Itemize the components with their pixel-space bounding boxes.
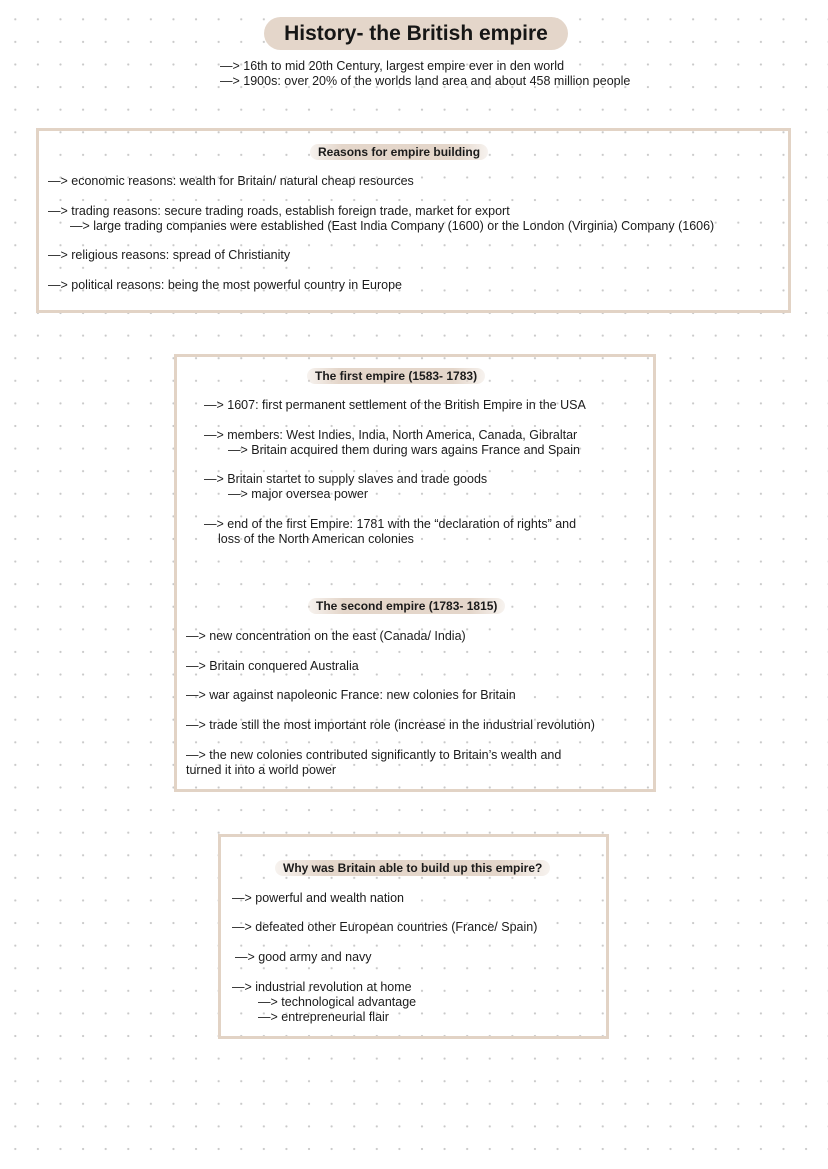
second-empire-item: —> new concentration on the east (Canada/ India)	[186, 629, 466, 643]
first-empire-item: —> major oversea power	[228, 487, 368, 501]
why-item: —> good army and navy	[235, 950, 372, 964]
first-empire-item: —> 1607: first permanent settlement of the British Empire in the USA	[204, 398, 586, 412]
second-empire-item: —> trade still the most important role (increase in the industrial revolution)	[186, 718, 595, 732]
reasons-box	[36, 128, 791, 313]
why-item: —> industrial revolution at home	[232, 980, 412, 994]
reason-item: —> large trading companies were established (East India Company (1600) or the London (Virginia) Company (1606)	[70, 219, 715, 233]
why-heading: Why was Britain able to build up this empire?	[275, 860, 550, 876]
intro-line: —> 1900s: over 20% of the worlds land area and about 458 million people	[220, 74, 631, 88]
why-box	[218, 834, 609, 1039]
second-empire-heading: The second empire (1783- 1815)	[308, 598, 505, 614]
reason-item: —> trading reasons: secure trading roads, establish foreign trade, market for export	[48, 204, 510, 218]
why-item: —> entrepreneurial flair	[258, 1010, 389, 1024]
first-empire-item: loss of the North American colonies	[218, 532, 414, 546]
empires-box	[174, 354, 656, 792]
why-item: —> powerful and wealth nation	[232, 891, 404, 905]
intro-line: —> 16th to mid 20th Century, largest empire ever in den world	[220, 59, 565, 73]
reasons-heading: Reasons for empire building	[310, 144, 488, 160]
first-empire-heading: The first empire (1583- 1783)	[307, 368, 485, 384]
reason-item: —> religious reasons: spread of Christianity	[48, 248, 291, 262]
why-item: —> technological advantage	[258, 995, 417, 1009]
first-empire-item: —> Britain acquired them during wars agains France and Spain	[228, 443, 580, 457]
why-item: —> defeated other European countries (France/ Spain)	[232, 920, 538, 934]
reason-item: —> economic reasons: wealth for Britain/ natural cheap resources	[48, 174, 414, 188]
intro-block	[220, 59, 630, 89]
second-empire-item: turned it into a world power	[186, 763, 337, 777]
second-empire-item: —> the new colonies contributed significantly to Britain’s wealth and	[186, 748, 562, 762]
second-empire-item: —> war against napoleonic France: new colonies for Britain	[186, 688, 516, 702]
first-empire-item: —> Britain startet to supply slaves and trade goods	[204, 472, 488, 486]
first-empire-item: —> end of the first Empire: 1781 with the “declaration of rights” and	[204, 517, 577, 531]
first-empire-item: —> members: West Indies, India, North America, Canada, Gibraltar	[204, 428, 578, 442]
page-title: History- the British empire	[264, 17, 568, 50]
second-empire-item: —> Britain conquered Australia	[186, 659, 359, 673]
reason-item: —> political reasons: being the most powerful country in Europe	[48, 278, 403, 292]
